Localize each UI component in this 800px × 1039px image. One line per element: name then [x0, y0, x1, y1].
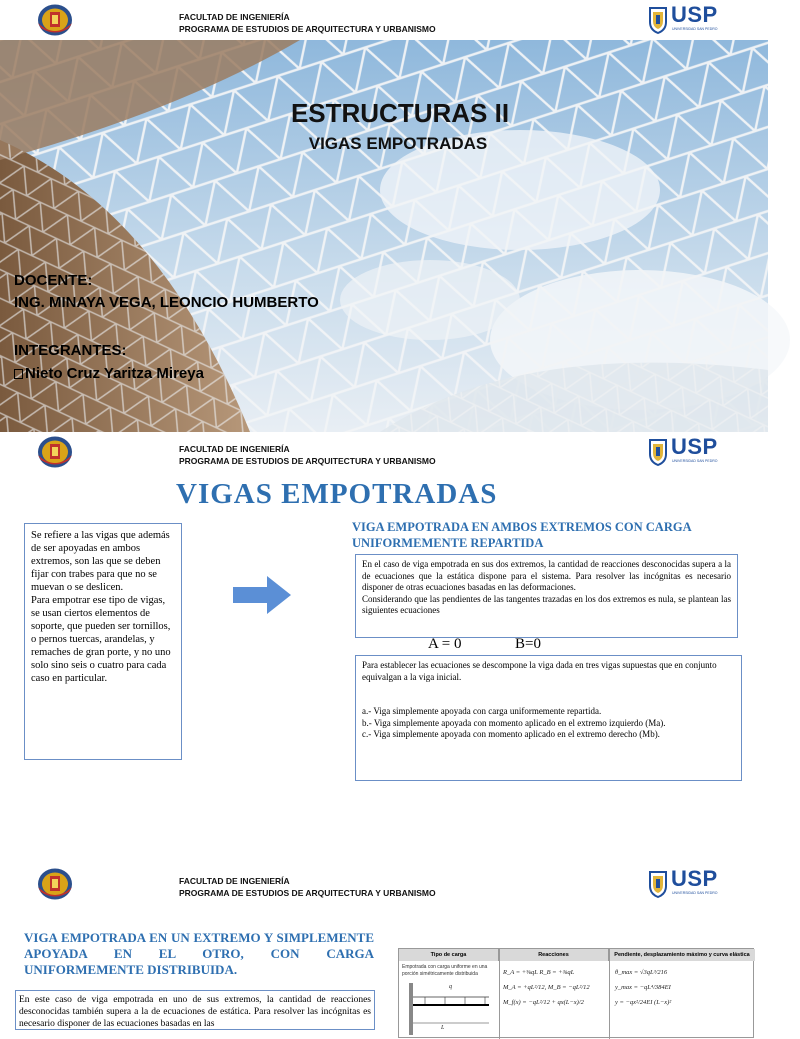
- section-title: VIGA EMPOTRADA EN AMBOS EXTREMOS CON CARGA UNIFORMEMENTE REPARTIDA: [352, 520, 691, 550]
- faculty-name: FACULTAD DE INGENIERÍA: [179, 876, 290, 886]
- equation-b: B=0: [515, 636, 541, 652]
- arrow-right-icon: [233, 576, 291, 614]
- decomposition-box: [355, 655, 742, 781]
- program-name: PROGRAMA DE ESTUDIOS DE ARQUITECTURA Y URBANISMO: [179, 24, 436, 34]
- usp-subtitle: UNIVERSIDAD SAN PEDRO: [672, 459, 718, 463]
- definition-paragraph: Para empotrar ese tipo de vigas, se usan ciertos elementos de soporte, que pueden ser tornillos, o pernos tuercas, arandelas, y remaches de gran porte, y no uno solo sino seis o cuatro para cada caso en particular.: [31, 595, 171, 684]
- usp-subtitle: UNIVERSIDAD SAN PEDRO: [672, 27, 718, 31]
- slide-vigas-empotradas: [0, 432, 768, 864]
- bending-moment-formula: M_f(x) = −qL²/12 + qx(L−x)/2: [503, 999, 584, 1006]
- usp-logo: [648, 434, 728, 467]
- faculty-logo-icon: [36, 3, 74, 37]
- equation-a: A = 0: [428, 636, 462, 652]
- faculty-name: FACULTAD DE INGENIERÍA: [179, 444, 290, 454]
- slide-cover: [0, 0, 768, 432]
- moment-formula: M_A = +qL²/12, M_B = −qL²/12: [503, 984, 590, 991]
- load-symbol: q: [449, 984, 452, 990]
- slide-header: [0, 0, 768, 40]
- definition-box: [24, 523, 182, 760]
- faculty-name: FACULTAD DE INGENIERÍA: [179, 12, 290, 22]
- header-text: [179, 875, 436, 899]
- slide-viga-empotrada-apoyada: [0, 864, 768, 1031]
- table-header-load: Tipo de carga: [399, 949, 499, 961]
- table-header-reactions: Reacciones: [499, 949, 609, 961]
- decomposition-item: a.- Viga simplemente apoyada con carga uniformemente repartida.: [362, 706, 602, 716]
- usp-logo: [648, 866, 728, 899]
- integrantes-label: INTEGRANTES:: [14, 342, 127, 359]
- decomposition-intro: Para establecer las ecuaciones se descompone la viga dada en tres vigas supuestas que en conjunto equivalgan a la viga inicial.: [362, 660, 717, 682]
- docente-label: DOCENTE:: [14, 272, 93, 289]
- formula-table: [398, 948, 754, 1038]
- docente-name: ING. MINAYA VEGA, LEONCIO HUMBERTO: [14, 294, 319, 311]
- header-text: [179, 11, 436, 35]
- shield-icon: [648, 6, 668, 34]
- presentation-title: ESTRUCTURAS II: [290, 98, 510, 128]
- program-name: PROGRAMA DE ESTUDIOS DE ARQUITECTURA Y URBANISMO: [179, 456, 436, 466]
- max-deflection-formula: y_max = −qL⁴/384EI: [615, 984, 671, 991]
- table-header-deflection: Pendiente, desplazamiento máximo y curva elástica: [609, 949, 755, 961]
- section-title: VIGA EMPOTRADA EN UN EXTREMO Y SIMPLEMENTE APOYADA EN EL OTRO, CON CARGA UNIFORMEMENTE DISTRIBUIDA.: [24, 930, 374, 977]
- decomposition-item: b.- Viga simplemente apoyada con momento aplicado en el extremo izquierdo (Ma).: [362, 717, 666, 728]
- explanation-text: En el caso de viga empotrada en sus dos extremos, la cantidad de reacciones desconocidas supera a la de ecuaciones que la estática dispone para el sistema. Para resolver las incógnitas es necesario disponer de otras ecuaciones basadas en las deformaciones. Considerando que las pendientes de las tangentes trazadas en los dos extremos es nula, se plantean las siguientes ecuaciones: [362, 559, 731, 615]
- checkbox-icon: [14, 369, 23, 379]
- header-text: [179, 443, 436, 467]
- decomposition-item: c.- Viga simplemente apoyada con momento aplicado en el extremo derecho (Mb).: [362, 729, 660, 739]
- usp-wordmark: USP: [671, 866, 718, 891]
- load-description: Empotrada con carga uniforme en una porción simétricamente distribuida: [402, 964, 488, 977]
- usp-subtitle: UNIVERSIDAD SAN PEDRO: [672, 891, 718, 895]
- shield-icon: [648, 438, 668, 466]
- usp-wordmark: USP: [671, 434, 718, 459]
- slope-formula: θ_max = √3qL³/216: [615, 969, 668, 976]
- presentation-subtitle: VIGAS EMPOTRADAS: [308, 134, 488, 153]
- elastic-curve-formula: y = −qx²/24EI (L−x)²: [615, 999, 672, 1006]
- usp-logo: [648, 2, 728, 35]
- integrante-name: Nieto Cruz Yaritza Mireya: [25, 365, 204, 382]
- shield-icon: [648, 870, 668, 898]
- definition-paragraph: Se refiere a las vigas que además de ser apoyadas en ambos extremos, son las que se deben fijar con trabes para que no se muevan o se deslicen.: [31, 530, 170, 593]
- span-symbol: L: [441, 1025, 445, 1031]
- faculty-logo-icon: [36, 867, 74, 901]
- explanation-text: En este caso de viga empotrada en uno de sus extremos, la cantidad de reacciones desconocidas también supera a la de ecuaciones de estática. Para resolver las incógnitas es necesario disponer de las ecuaciones basadas en las: [15, 990, 375, 1030]
- integrante-item: [14, 365, 204, 382]
- explanation-box: [355, 554, 738, 638]
- slide-header: [0, 864, 768, 904]
- program-name: PROGRAMA DE ESTUDIOS DE ARQUITECTURA Y URBANISMO: [179, 888, 436, 898]
- usp-wordmark: USP: [671, 2, 718, 27]
- slide-title: VIGAS EMPOTRADAS: [176, 478, 498, 510]
- faculty-logo-icon: [36, 435, 74, 469]
- reaction-formula: R_A = +⅝qL R_B = +⅜qL: [503, 969, 575, 976]
- slide-header: [0, 432, 768, 472]
